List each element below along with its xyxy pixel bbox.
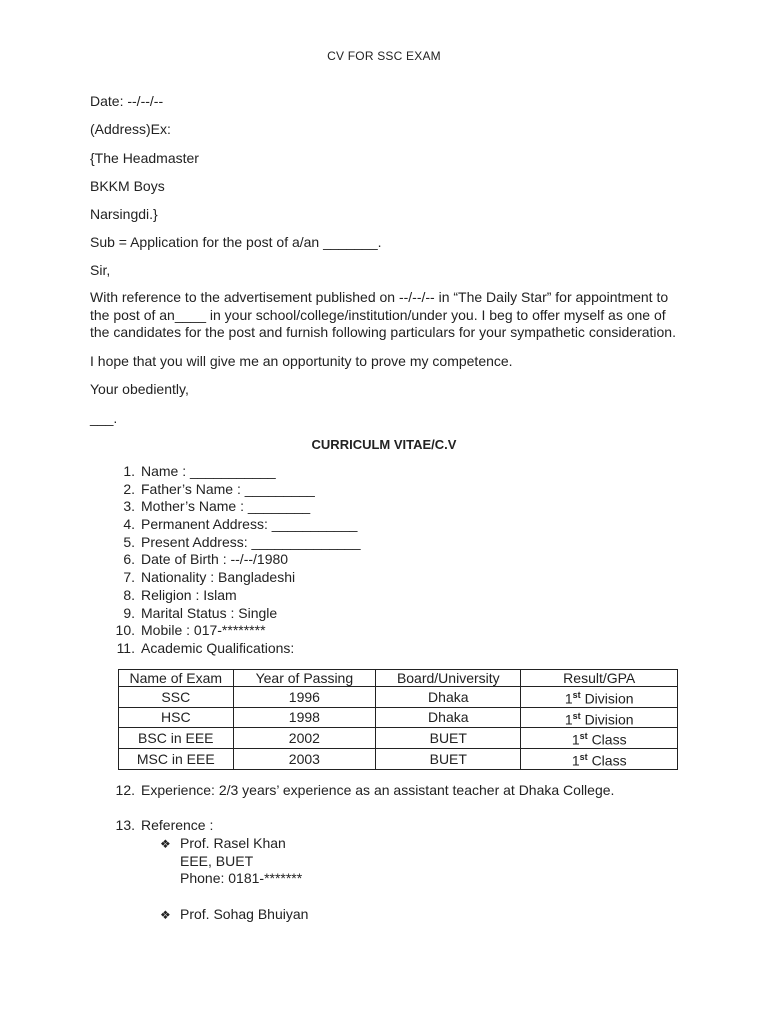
list-item-text: Religion : Islam — [141, 586, 237, 603]
cell-result — [521, 728, 678, 749]
list-item-number: 10. — [115, 622, 135, 639]
list-item-number: 13. — [115, 817, 135, 833]
cell-exam: SSC — [119, 687, 234, 708]
list-item-number: 5. — [123, 533, 135, 550]
list-item — [108, 622, 361, 640]
list-item-number: 2. — [123, 480, 135, 497]
result-rank: 1 — [571, 731, 580, 748]
list-item-text: Academic Qualifications: — [141, 639, 295, 656]
list-item-number: 11. — [116, 639, 135, 656]
list-item-number: 3. — [123, 498, 135, 515]
result-text: Class — [591, 752, 627, 769]
cell-exam: HSC — [119, 707, 234, 728]
cell-result — [521, 707, 678, 728]
list-item-number: 12. — [115, 782, 135, 798]
letter-closing: Your obediently, — [90, 381, 189, 397]
result-text: Division — [584, 690, 634, 707]
list-item-number: 9. — [123, 604, 135, 621]
reference-label: Reference : — [141, 817, 214, 833]
list-item-number: 4. — [123, 516, 135, 533]
reference-1-name: Prof. Rasel Khan — [180, 835, 286, 851]
list-item — [108, 463, 361, 481]
cell-result — [521, 748, 678, 769]
table-row — [119, 687, 678, 708]
table-header-row — [119, 670, 678, 687]
cell-board: BUET — [376, 728, 521, 749]
reference-item — [108, 817, 213, 834]
list-item-text: Father’s Name : _________ — [141, 480, 315, 497]
result-ordinal: st — [579, 751, 588, 762]
cv-details-list — [108, 463, 361, 658]
cell-year: 1996 — [233, 687, 376, 708]
column-header: Year of Passing — [233, 670, 376, 687]
reference-1-name-line — [160, 835, 286, 853]
table-row — [119, 707, 678, 728]
list-item-text: Mobile : 017-******** — [141, 622, 266, 639]
result-rank: 1 — [564, 690, 573, 707]
cell-exam: MSC in EEE — [119, 748, 234, 769]
cell-result — [521, 687, 678, 708]
list-item — [108, 498, 361, 516]
cell-year: 1998 — [233, 707, 376, 728]
list-item-number: 7. — [123, 569, 135, 586]
diamond-bullet-icon: ❖ — [160, 837, 171, 851]
list-item-number: 1. — [123, 463, 135, 479]
list-item-number: 8. — [123, 586, 135, 603]
cell-board: Dhaka — [376, 687, 521, 708]
reference-1-dept: EEE, BUET — [180, 853, 254, 869]
list-item — [108, 605, 361, 623]
result-text: Class — [591, 731, 627, 748]
result-rank: 1 — [571, 752, 580, 769]
column-header: Name of Exam — [119, 670, 234, 687]
cv-title: CURRICULM VITAE/C.V — [311, 437, 457, 452]
list-item-number: 6. — [123, 551, 135, 568]
address-line-1: {The Headmaster — [90, 150, 199, 166]
list-item — [108, 481, 361, 499]
cell-year: 2003 — [233, 748, 376, 769]
list-item-text: Date of Birth : --/--/1980 — [141, 551, 289, 568]
letter-body-paragraph-2: I hope that you will give me an opportunity to prove my competence. — [90, 353, 513, 369]
result-text: Division — [584, 711, 634, 728]
result-ordinal: st — [572, 690, 581, 700]
letter-subject: Sub = Application for the post of a/an _______. — [90, 234, 382, 250]
column-header: Result/GPA — [521, 670, 678, 687]
list-item — [108, 516, 361, 534]
list-item-text: Nationality : Bangladeshi — [141, 569, 296, 586]
list-item — [108, 569, 361, 587]
address-label: (Address)Ex: — [90, 121, 171, 137]
diamond-bullet-icon: ❖ — [160, 908, 171, 922]
list-item — [108, 587, 361, 605]
result-rank: 1 — [564, 711, 573, 728]
letter-signature: ___. — [90, 410, 118, 426]
list-item — [108, 551, 361, 569]
letter-salutation: Sir, — [90, 262, 111, 278]
result-ordinal: st — [572, 710, 581, 721]
reference-2-name-line — [160, 906, 308, 924]
cell-exam: BSC in EEE — [119, 728, 234, 749]
list-item-text: Name : ___________ — [141, 463, 276, 479]
list-item — [108, 534, 361, 552]
letter-date: Date: --/--/-- — [90, 93, 164, 109]
column-header: Board/University — [376, 670, 521, 687]
list-item — [108, 640, 361, 658]
address-line-2: BKKM Boys — [90, 178, 165, 194]
academic-qualifications-table — [118, 669, 678, 770]
list-item-text: Mother’s Name : ________ — [141, 498, 311, 515]
result-ordinal: st — [579, 731, 588, 742]
cell-year: 2002 — [233, 728, 376, 749]
table-row — [119, 748, 678, 769]
document-title: CV FOR SSC EXAM — [327, 49, 441, 63]
table-row — [119, 728, 678, 749]
address-line-3: Narsingdi.} — [90, 206, 158, 222]
list-item-text: Permanent Address: ___________ — [141, 516, 358, 533]
list-item-text: Marital Status : Single — [141, 604, 278, 621]
cell-board: BUET — [376, 748, 521, 769]
cell-board: Dhaka — [376, 707, 521, 728]
reference-1-phone: Phone: 0181-******* — [180, 870, 303, 886]
experience-text: Experience: 2/3 years’ experience as an assistant teacher at Dhaka College. — [141, 782, 615, 798]
reference-2-name: Prof. Sohag Bhuiyan — [180, 906, 309, 922]
letter-body-paragraph-1: With reference to the advertisement published on --/--/-- in “The Daily Star” for appointment to the post of an____ in your school/college/institution/under you. I beg to offer myself as one of the candidates for the post and furnish following particulars for your sympathetic consideration. — [90, 289, 676, 340]
experience-item — [108, 782, 614, 799]
list-item-text: Present Address: ______________ — [141, 533, 361, 550]
